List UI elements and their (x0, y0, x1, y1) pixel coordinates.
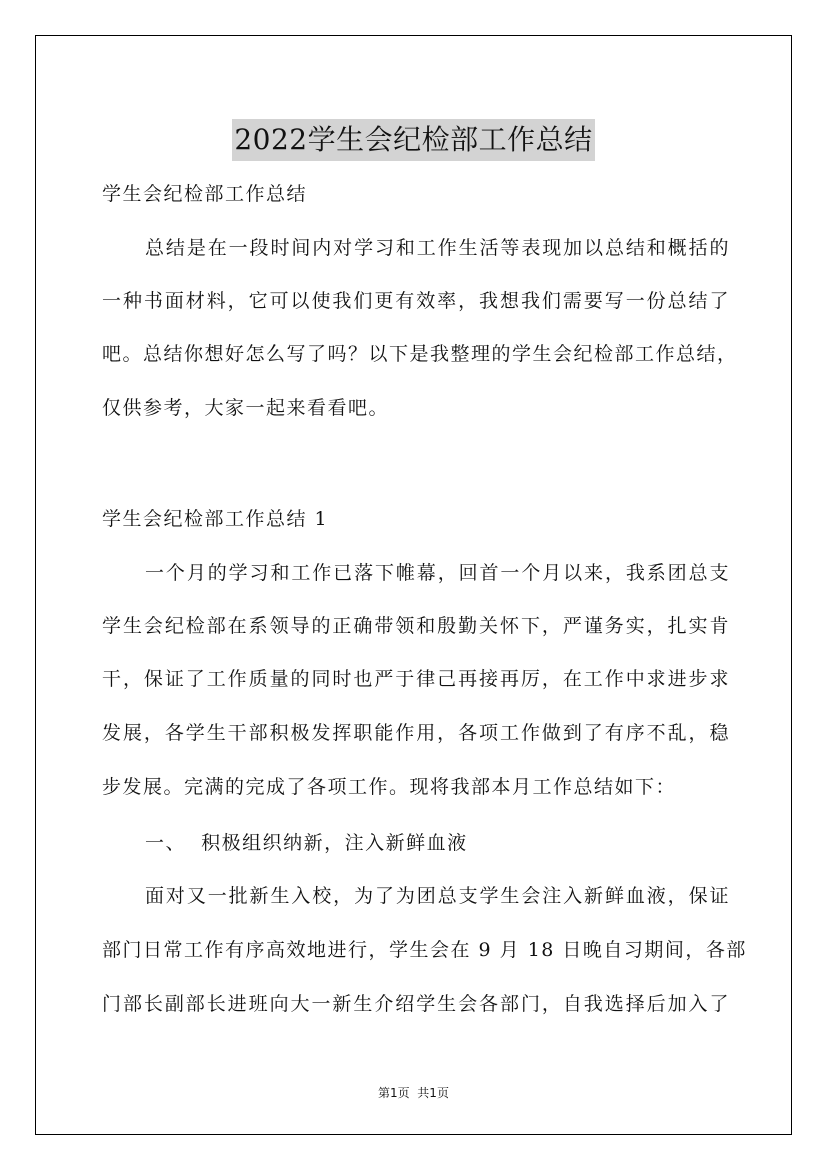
section-line: 学生会纪检部在系领导的正确带领和殷勤关怀下，严谨务实，扎实肯 (102, 615, 730, 637)
item-line: 门部长副部长进班向大一新生介绍学生会各部门，自我选择后加入了 (102, 993, 730, 1015)
section-heading: 学生会纪检部工作总结 1 (102, 508, 329, 530)
intro-line: 一种书面材料，它可以使我们更有效率，我想我们需要写一份总结了 (102, 290, 730, 312)
page-footer (0, 1085, 827, 1101)
document-title: 2022学生会纪检部工作总结 (232, 119, 594, 161)
item-line: 部门日常工作有序高效地进行，学生会在 9 月 18 日晚自习期间，各部 (102, 939, 747, 961)
section-line: 步发展。完满的完成了各项工作。现将我部本月工作总结如下： (102, 776, 677, 798)
intro-line: 仅供参考，大家一起来看看吧。 (102, 397, 390, 419)
intro-line: 吧。总结你想好怎么写了吗？以下是我整理的学生会纪检部工作总结， (102, 343, 738, 365)
section-line: 一个月的学习和工作已落下帷幕，回首一个月以来，我系团总支 (145, 562, 730, 584)
document-subtitle: 学生会纪检部工作总结 (102, 183, 308, 205)
page-number-label: 第1页 共1页 (378, 1086, 449, 1100)
intro-line: 总结是在一段时间内对学习和工作生活等表现加以总结和概括的 (145, 237, 730, 259)
section-line: 干，保证了工作质量的同时也严于律己再接再厉，在工作中求进步求 (102, 668, 730, 690)
title-container (0, 100, 827, 180)
section-line: 发展，各学生干部积极发挥职能作用，各项工作做到了有序不乱，稳 (102, 722, 730, 744)
item-heading: 一、 积极组织纳新，注入新鲜血液 (145, 832, 468, 854)
item-line: 面对又一批新生入校，为了为团总支学生会注入新鲜血液，保证 (145, 885, 730, 907)
